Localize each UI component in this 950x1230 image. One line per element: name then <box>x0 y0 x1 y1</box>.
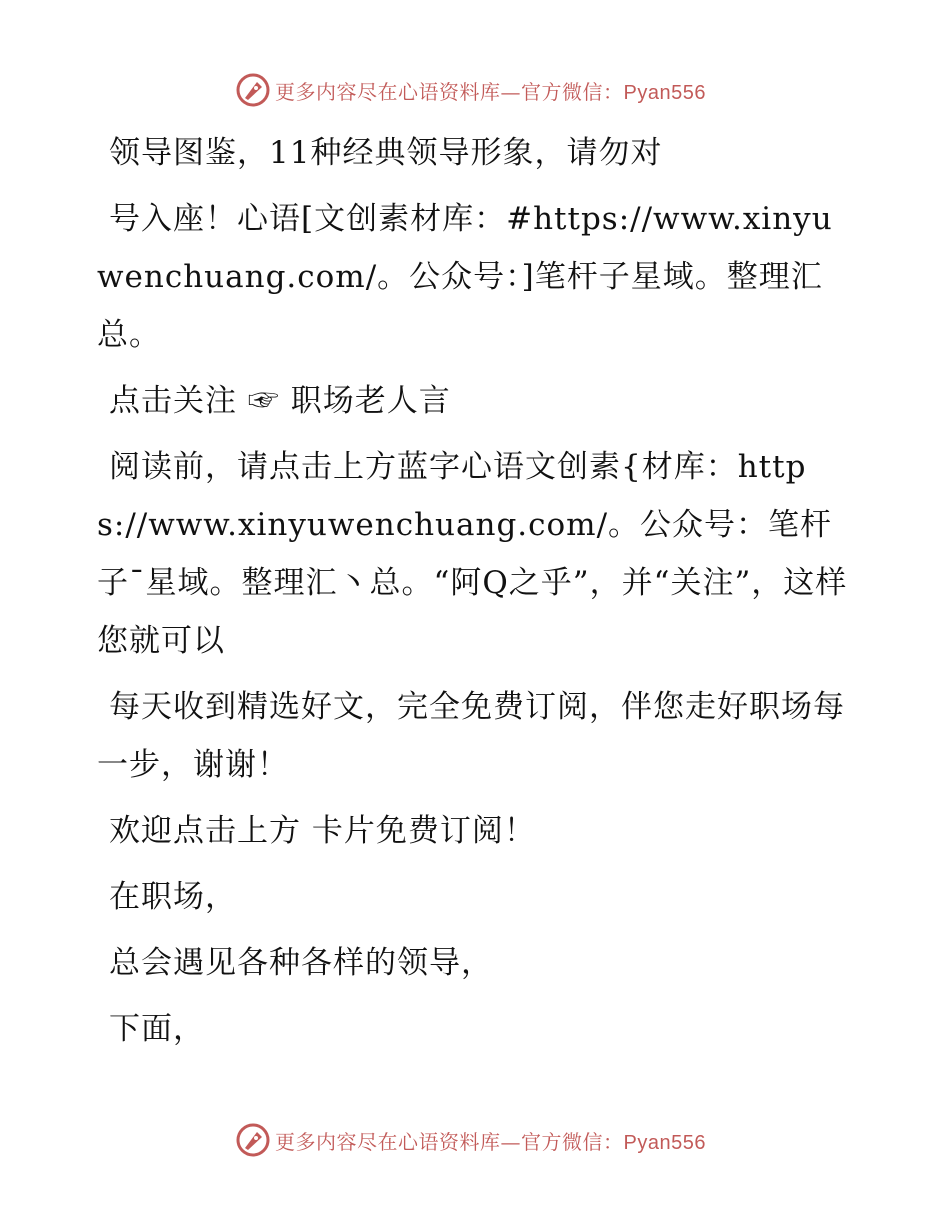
paragraph: 号入座！心语[文创素材库：#https://www.xinyuwenchuang.com/。公众号：]笔杆子星域。整理汇总。 <box>97 201 833 353</box>
paragraph: 欢迎点击上方 卡片免费订阅！ <box>109 813 536 849</box>
paragraph: 阅读前，请点击上方蓝字心语文创素{材库：https://www.xinyuwenchuang.com/。公众号：笔杆子¯星域。整理汇丶总。“阿Q之乎”，并“关注”，这样您就可以 <box>97 449 848 659</box>
paragraph: 在职场， <box>109 879 237 915</box>
wechat-id: Pyan556 <box>623 81 706 104</box>
paragraph: 领导图鉴，11种经典领导形象，请勿对 <box>109 135 663 171</box>
pen-nib-logo-icon <box>235 1122 271 1158</box>
header-banner <box>235 72 755 108</box>
paragraph: 每天收到精选好文，完全免费订阅，伴您走好职场每一步，谢谢！ <box>97 689 845 783</box>
banner-text: 更多内容尽在心语资料库—官方微信：Pyan556 <box>275 79 706 104</box>
document-body <box>97 124 857 1066</box>
pen-nib-logo-icon <box>235 72 271 108</box>
wechat-id: Pyan556 <box>623 1131 706 1154</box>
paragraph: 点击关注 ☞ 职场老人言 <box>109 383 451 419</box>
footer-banner <box>235 1122 755 1158</box>
paragraph: 下面， <box>109 1011 205 1047</box>
paragraph: 总会遇见各种各样的领导， <box>109 945 493 981</box>
banner-text: 更多内容尽在心语资料库—官方微信：Pyan556 <box>275 1129 706 1154</box>
